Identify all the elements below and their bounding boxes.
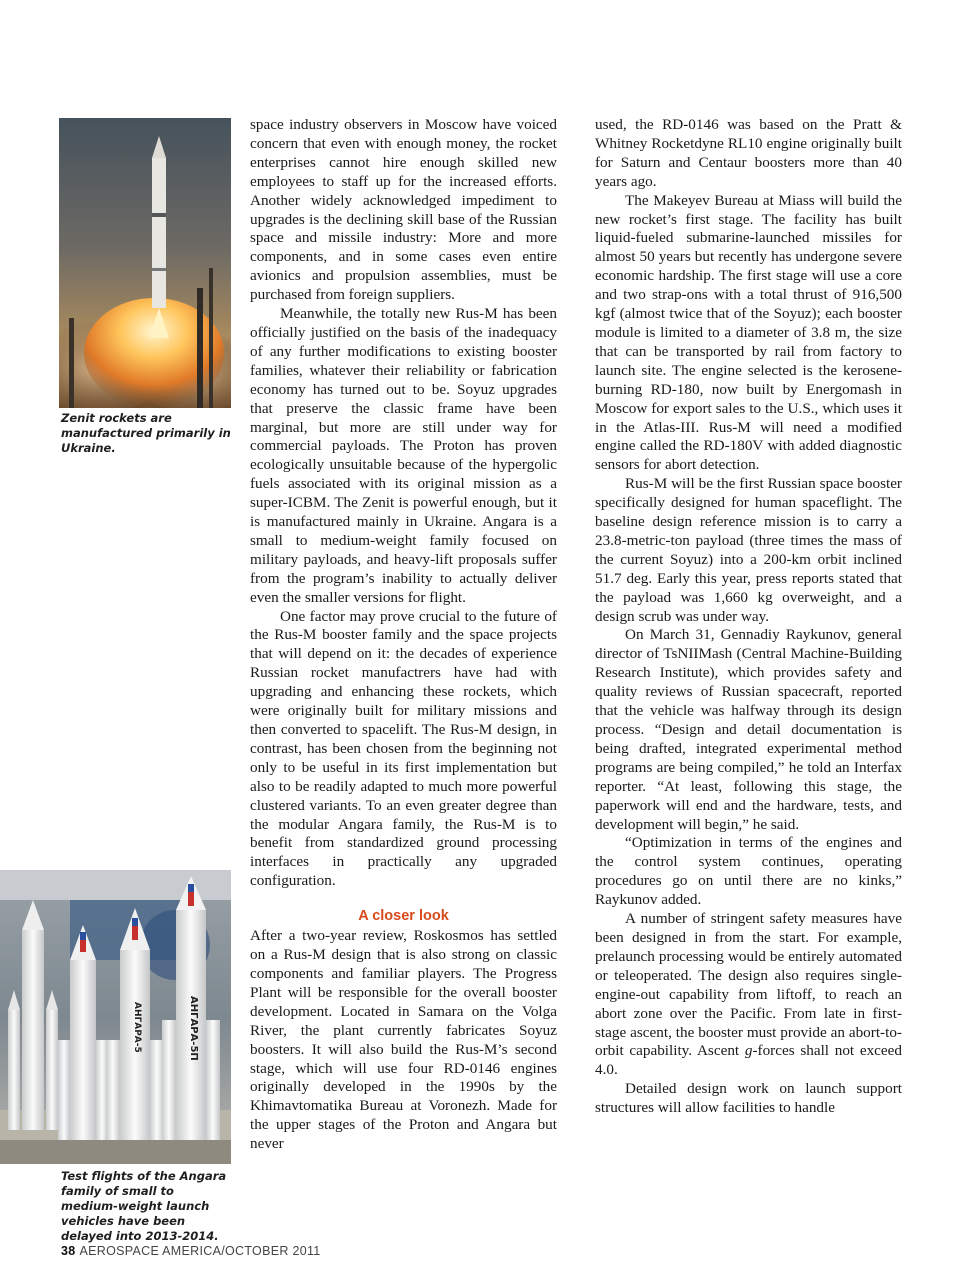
col2-paragraph-1: used, the RD-0146 was based on the Pratt & Whitney Rocketdyne RL10 engine originally built for Saturn and Centaur boosters more than 40 years ago. (595, 116, 902, 190)
article-column-2 (595, 116, 902, 1118)
angara-models-photo (0, 870, 231, 1164)
col1-paragraph-1: space industry observers in Moscow have voiced concern that even with enough money, the rocket enterprises cannot hire enough skilled new employees to staff up for the increased efforts. Another widely acknowledged impediment to upgrades is the declining skill base of the Russian space and missile industry: More and more components, and in some cases even entire avionics and propulsion assemblies, must be purchased from foreign suppliers. (250, 116, 557, 304)
col2-paragraph-6 (595, 910, 902, 1080)
page-number: 38 (61, 1244, 76, 1258)
col2-paragraph-3: Rus-M will be the first Russian space booster specifically designed for human spaceflight. The baseline design reference mission is to carry a 23.8-metric-ton payload (three times the mass of the current Soyuz) into a 200-km orbit inclined 51.7 deg. Early this year, press reports stated that the payload was 1,660 kg overweight, and a design scrub was under way. (595, 475, 902, 625)
article-column-1 (250, 116, 557, 1154)
col1-paragraph-2: Meanwhile, the totally new Rus-M has been officially justified on the basis of the inadequacy of any further modifications to existing booster families, whatever their reliability or fabrication economy has turned out to be. Soyuz upgrades that preserve the classic frame have been marginal, but more are still under way for commercial payloads. The Proton has proven ecologically unsuitable because of the hypergolic fuels associated with its original mission as a super-ICBM. The Zenit is powerful enough, but it is manufactured mainly in Ukraine. Angara is a small to medium-weight family focused on military payloads, and heavy-lift proposals suffer from the program’s inability to actually deliver even the smaller versions for flight. (250, 305, 557, 606)
col2-paragraph-2: The Makeyev Bureau at Miass will build the new rocket’s first stage. The facility has built liquid-fueled submarine-launched missiles for almost 50 years but recently has undergone severe economic hardship. The first stage will use a core and two strap-ons with a total thrust of 916,500 kgf (almost twice that of the Soyuz); each booster module is limited to a diameter of 3.8 m, the size that can be transported by rail from factory to launch site. The engine selected is the kerosene-burning RD-180, now built by Energomash in Moscow for export sales to the U.S., which uses it in the Atlas-III. Rus-M will need a modified engine called the RD-180V with added diagnostic sensors for abort detection. (595, 191, 902, 474)
col2-paragraph-6-part-b: -forces shall not exceed 4.0. (595, 1042, 902, 1079)
col2-paragraph-7: Detailed design work on launch support structures will allow facilities to handle (595, 1080, 902, 1117)
g-force-symbol: g (744, 1042, 753, 1060)
section-subhead: A closer look (358, 908, 449, 925)
angara-5p-model-label: АНГАРА-5П (188, 996, 199, 1061)
col2-paragraph-5: “Optimization in terms of the engines and the control system continues, operating procedures go on until there are no kinks,” Raykunov added. (595, 834, 902, 909)
publication-name: AEROSPACE AMERICA/OCTOBER 2011 (79, 1244, 321, 1258)
angara-5-model-label: АНГАРА-5 (132, 1002, 142, 1053)
col1-paragraph-3: One factor may prove crucial to the future of the Rus-M booster family and the space projects that will depend on it: the decades of experience Russian rocket manufactrers have had with upgrading and enhancing these rockets, which were originally built for military missions and then converted to spacelift. The Rus-M design, in contrast, has been chosen from the beginning not only to be useful in its first implementation but also to be readily adapted to much more powerful clustered variants. To an even greater degree than the modular Angara family, the Rus-M is to benefit from standardized ground processing interfaces in practically any upgraded configuration. (250, 607, 557, 890)
zenit-photo-caption: Zenit rockets are manufactured primarily in Ukraine. (61, 411, 231, 455)
col2-paragraph-4: On March 31, Gennadiy Raykunov, general director of TsNIIMash (Central Machine-Building Research Institute), which provides safety and quality reviews of Russian spacecraft, reported that the vehicle was halfway through its design process. “Design and detail documentation is being drafted, integrated experimental method programs are being compiled,” he told an Interfax reporter. “At least, following this stage, the paperwork will end and the hardware, tests, and development will begin,” he said. (595, 626, 902, 833)
zenit-launch-photo (59, 118, 231, 408)
col1-paragraph-4: After a two-year review, Roskosmos has settled on a Rus-M design that is also strong on classic components and familiar players. The Progress Plant will be responsible for the overall booster development. Located in Samara on the Volga River, the plant currently fabricates Soyuz boosters. It will also build the Rus-M’s second stage, which will use four RD-0146 engines originally developed in the 1990s by the Khimavtomatika Bureau at Voronezh. Made for the upper stages of the Proton and Angara but never (250, 927, 557, 1153)
angara-photo-caption: Test flights of the Angara family of small to medium-weight launch vehicles have been delayed into 2013-2014. (61, 1169, 227, 1243)
col2-paragraph-6-part-a: A number of stringent safety measures have been designed in from the start. For example, prelaunch processing would be entirely automated or teleoperated. The design also requires single-engine-out capability from liftoff, to reach an abort zone over the Pacific. From late in first-stage ascent, the booster must provide an abort-to-orbit capability. Ascent (595, 910, 902, 1060)
page-footer (61, 1244, 321, 1258)
